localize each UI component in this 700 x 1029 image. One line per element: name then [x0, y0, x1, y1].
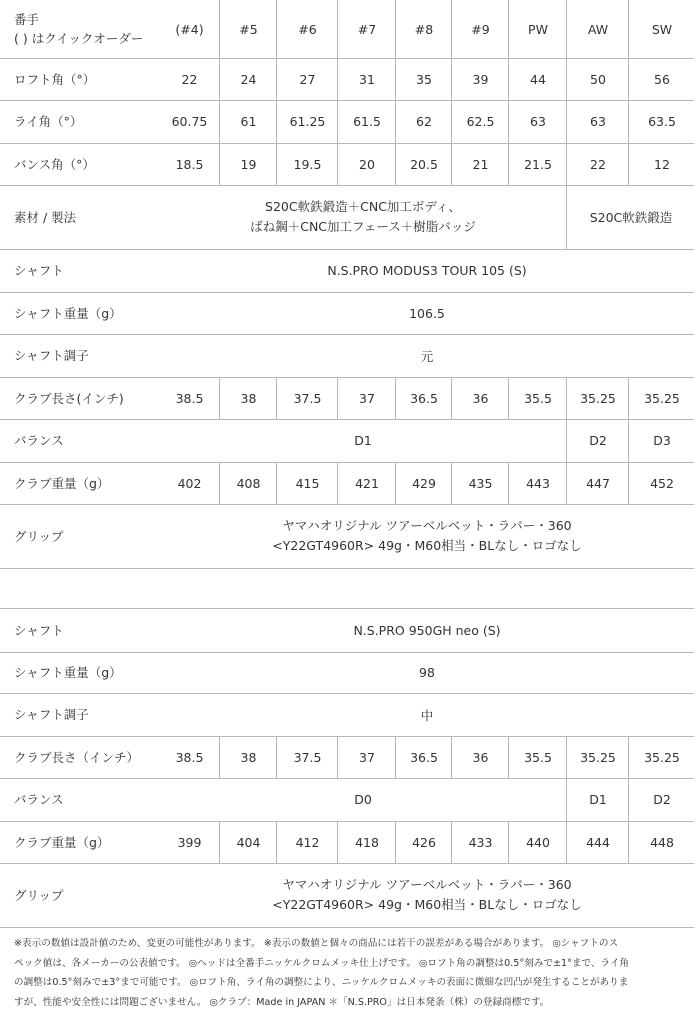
value-line: ヤマハオリジナル ツアーベルベット・ラバー・360: [282, 518, 572, 533]
material-row: [0, 185, 694, 250]
footnotes: [14, 934, 690, 1013]
row-label: [14, 736, 139, 778]
balance-aw: D1: [566, 778, 629, 821]
club-cell-2: 37.5: [276, 736, 338, 778]
club-cell-4: #8: [395, 0, 452, 58]
balance-sw: D3: [628, 419, 695, 462]
club-cell-6: 35.5: [508, 377, 567, 419]
club-cell-8: SW: [628, 0, 695, 58]
club-cell-3: 37: [337, 377, 396, 419]
club-cell-3: 418: [337, 821, 396, 863]
club-cell-1: #5: [219, 0, 277, 58]
club-cell-3: 421: [337, 462, 396, 504]
club-cell-6: 21.5: [508, 143, 567, 185]
loft-row: [0, 58, 694, 101]
club-cell-1: 38: [219, 377, 277, 419]
club-cell-4: 426: [395, 821, 452, 863]
row-label-line: ( ) はクイックオーダー: [14, 31, 144, 46]
material-main: [160, 185, 566, 249]
value-line: <Y22GT4960R> 49g・M60相当・BLなし・ロゴなし: [272, 897, 582, 912]
club-cell-5: 433: [451, 821, 509, 863]
t2-grip-row: [0, 863, 694, 928]
club-cell-7: 447: [566, 462, 629, 504]
row-label-line: クラブ重量（g）: [14, 834, 110, 850]
club-cell-7: 50: [566, 58, 629, 100]
club-cell-6: 440: [508, 821, 567, 863]
club-cell-2: 37.5: [276, 377, 338, 419]
club-length-row: [0, 377, 694, 420]
club-cell-7: 35.25: [566, 736, 629, 778]
balance-row: [0, 419, 694, 463]
t2-shaft-kick-row: [0, 693, 694, 737]
row-label: [14, 821, 109, 863]
club-cell-4: 36.5: [395, 377, 452, 419]
row-label: [14, 462, 109, 504]
club-cell-2: 27: [276, 58, 338, 100]
club-cell-5: 62.5: [451, 100, 509, 143]
club-cell-0: 402: [177, 475, 202, 491]
club-cell-2: 61.25: [276, 100, 338, 143]
club-cell-4: 62: [395, 100, 452, 143]
row-label-line: 素材 / 製法: [14, 209, 77, 225]
club-cell-8: 35.25: [628, 377, 695, 419]
club-cell-5: 435: [451, 462, 509, 504]
club-cell-7: 22: [566, 143, 629, 185]
club-cell-3: 20: [337, 143, 396, 185]
club-cell-8: 35.25: [628, 736, 695, 778]
club-cell-1: 24: [219, 58, 277, 100]
row-label: [14, 693, 89, 736]
club-cell-7: 35.25: [566, 377, 629, 419]
club-cell-8: 63.5: [628, 100, 695, 143]
material-wedge: S20C軟鉄鍛造: [566, 185, 695, 249]
club-cell-3: #7: [337, 0, 396, 58]
club-cell-8: 12: [628, 143, 695, 185]
club-cell-7: AW: [566, 0, 629, 58]
row-label: [14, 778, 64, 821]
club-cell-0: 399: [177, 834, 202, 850]
club-cell-3: 31: [337, 58, 396, 100]
grip-value: [160, 504, 694, 568]
balance-main: D1: [354, 433, 372, 448]
club-cell-0: 18.5: [175, 156, 204, 172]
club-cell-3: 37: [337, 736, 396, 778]
row-label-line: シャフト重量（g）: [14, 664, 122, 680]
grip-value: [160, 863, 694, 927]
lie-row: [0, 100, 694, 144]
club-cell-2: 19.5: [276, 143, 338, 185]
row-label-line: クラブ長さ(インチ): [14, 390, 124, 406]
club-cell-5: 39: [451, 58, 509, 100]
footnote-line: ペック値は、各メーカーの公表値です。 ◎ヘッドは全番手ニッケルクロムメッキ仕上げです。 ◎ロフト角の調整は0.5°刻みで±1°まで、ライ角: [14, 957, 630, 969]
row-label-line: クラブ重量（g）: [14, 475, 110, 491]
value-line: <Y22GT4960R> 49g・M60相当・BLなし・ロゴなし: [272, 538, 582, 553]
shaft-weight-value: 106.5: [409, 305, 445, 321]
row-label: [14, 100, 82, 143]
footnote-line: すが、性能や安全性には問題ございません。 ◎クラブ：Made in JAPAN ＊「N.S.PRO」は日本発条（株）の登録商標です。: [14, 997, 550, 1009]
t2-shaft-row: [0, 608, 694, 653]
club-cell-4: 20.5: [395, 143, 452, 185]
club-cell-5: 36: [451, 736, 509, 778]
bounce-row: [0, 143, 694, 186]
club-cell-1: 19: [219, 143, 277, 185]
club-cell-2: 412: [276, 821, 338, 863]
value-line: S20C軟鉄鍛造＋CNC加工ボディ、: [265, 199, 461, 214]
row-label-line: グリップ: [14, 887, 64, 903]
club-cell-1: 38: [219, 736, 277, 778]
row-label: [14, 249, 64, 292]
club-cell-7: 444: [566, 821, 629, 863]
balance-aw: D2: [566, 419, 629, 462]
club-cell-6: 44: [508, 58, 567, 100]
shaft-kick-value: 元: [420, 348, 434, 364]
club-cell-1: 408: [219, 462, 277, 504]
row-label-line: クラブ長さ（インチ）: [14, 749, 140, 765]
club-weight-row: [0, 462, 694, 505]
row-label-line: バンス角（°）: [14, 156, 95, 172]
club-cell-5: #9: [451, 0, 509, 58]
row-label: [14, 609, 64, 652]
value-line: ばね鋼＋CNC加工フェース＋樹脂バッジ: [250, 219, 476, 234]
club-cell-0: 38.5: [175, 749, 204, 765]
row-label: [14, 377, 124, 419]
row-label: [14, 504, 64, 568]
club-cell-6: 35.5: [508, 736, 567, 778]
row-label-line: バランス: [14, 792, 64, 807]
club-cell-7: 63: [566, 100, 629, 143]
row-label: [14, 863, 64, 927]
row-label: [14, 419, 64, 462]
club-cell-4: 35: [395, 58, 452, 100]
row-label: [14, 651, 122, 693]
club-cell-0: (#4): [175, 21, 204, 37]
club-cell-2: 415: [276, 462, 338, 504]
row-label-line: シャフト調子: [14, 348, 89, 363]
club-cell-0: 60.75: [171, 114, 208, 129]
club-cell-0: 22: [181, 71, 198, 87]
shaft-row: [0, 249, 694, 293]
club-cell-5: 21: [451, 143, 509, 185]
club-cell-8: 452: [628, 462, 695, 504]
club-cell-8: 448: [628, 821, 695, 863]
row-label: [14, 143, 95, 185]
club-cell-5: 36: [451, 377, 509, 419]
row-label-line: ライ角（°）: [14, 114, 83, 129]
row-label-line: バランス: [14, 433, 64, 448]
shaft-value: N.S.PRO 950GH neo (S): [353, 623, 501, 638]
row-label-line: シャフト: [14, 263, 64, 278]
club-cell-4: 429: [395, 462, 452, 504]
row-label-line: ロフト角（°）: [14, 71, 96, 87]
shaft-value: N.S.PRO MODUS3 TOUR 105 (S): [327, 263, 527, 278]
club-cell-6: 443: [508, 462, 567, 504]
balance-sw: D2: [628, 778, 695, 821]
t2-club-weight-row: [0, 821, 694, 864]
club-cell-8: 56: [628, 58, 695, 100]
club-cell-6: 63: [508, 100, 567, 143]
row-label: [14, 185, 76, 249]
row-label: [14, 334, 89, 377]
row-label: [14, 292, 122, 334]
row-label: [14, 0, 143, 58]
footnote-line: の調整は0.5°刻みで±3°まで可能です。 ◎ロフト角、ライ角の調整により、ニッケルクロムメッキの表面に微細な凹凸が発生することがありま: [14, 977, 629, 989]
club-cell-3: 61.5: [337, 100, 396, 143]
row-label-line: グリップ: [14, 528, 64, 544]
row-label-line: シャフト重量（g）: [14, 305, 122, 321]
shaft-weight-row: [0, 292, 694, 335]
footnote-line: ※表示の数値は設計値のため、変更の可能性があります。 ※表示の数値と個々の商品には若干の誤差がある場合があります。 ◎シャフトのス: [14, 938, 619, 949]
club-cell-0: 38.5: [175, 390, 204, 406]
row-label-line: 番手: [14, 12, 40, 27]
shaft-kick-row: [0, 334, 694, 378]
t2-shaft-weight-row: [0, 651, 694, 694]
balance-main: D0: [354, 792, 372, 807]
shaft-weight-value: 98: [419, 664, 435, 680]
grip-row: [0, 504, 694, 569]
club-cell-1: 404: [219, 821, 277, 863]
shaft-kick-value: 中: [420, 707, 434, 723]
t2-balance-row: [0, 778, 694, 822]
club-cell-6: PW: [508, 0, 567, 58]
club-cell-2: #6: [276, 0, 338, 58]
value-line: ヤマハオリジナル ツアーベルベット・ラバー・360: [282, 877, 572, 892]
header-row: [0, 0, 694, 59]
row-label-line: シャフト: [14, 623, 64, 638]
club-cell-1: 61: [219, 100, 277, 143]
row-label: [14, 58, 95, 100]
t2-club-length-row: [0, 736, 694, 779]
club-cell-4: 36.5: [395, 736, 452, 778]
row-label-line: シャフト調子: [14, 707, 89, 722]
